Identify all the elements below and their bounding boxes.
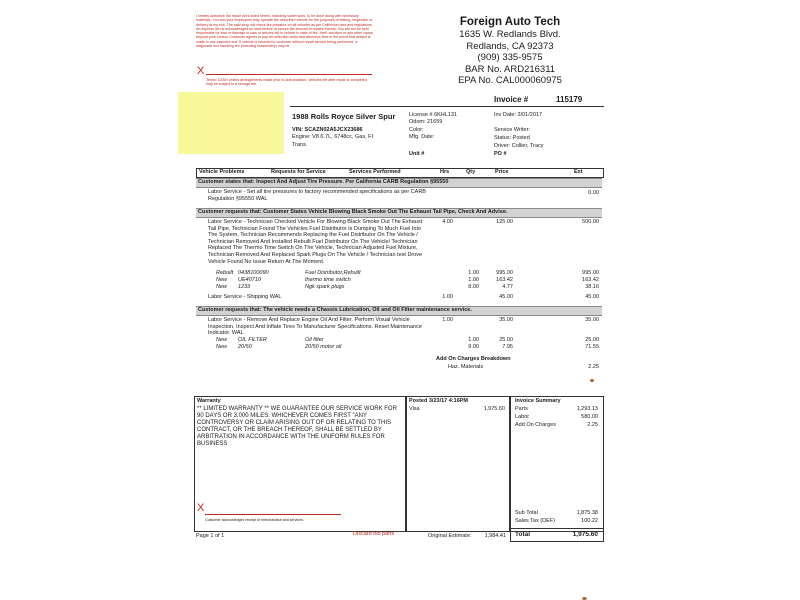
shop-header	[430, 15, 590, 87]
warranty-text: ** LIMITED WARRANTY ** WE GUARANTEE OUR SERVICE WORK FOR 90 DAYS OR 3,000 MILES. WHICHEVER COMES FIRST "ANY CONTROVERSY OR CLAIM ARISING OUT OF OR RELATING TO THIS CONTRACT, OR THE BREACH THEREOF, SHALL BE SETTLED BY ARBITRATION IN ACCORDANCE WITH THE UNIFORM RULES FOR BUSINESS	[197, 406, 397, 447]
line-price: 125.00	[496, 219, 513, 225]
part-qty: 8.00	[468, 284, 479, 290]
part-price: 995.00	[496, 270, 513, 276]
part-description: Fuel Distributor,Rebuilt	[305, 270, 361, 276]
vehicle-vin: VIN: SCAZN02A5JCX23686	[292, 127, 363, 133]
summary-labor: 580.00	[581, 414, 598, 420]
part-price: 163.42	[496, 277, 513, 283]
col-qty: Qty	[466, 169, 476, 175]
part-price: 4.77	[502, 284, 513, 290]
add-on-title: Add On Charges Breakdown	[436, 356, 511, 362]
posted-label: Posted 3/23/17 4:16PM	[409, 398, 469, 404]
part-ext: 163.42	[582, 277, 599, 283]
authorization-terms: Terms: CASH unless arrangements made prior to authorization. Vehicles left after repair is completed may be subject to a storage fee.	[206, 78, 367, 87]
part-ext: 38.16	[585, 284, 599, 290]
part-ext: 995.00	[582, 270, 599, 276]
po-number: PO #	[494, 151, 507, 157]
shop-address-2: Redlands, CA 92373	[466, 40, 554, 52]
haz-materials-value: 2.25	[588, 364, 599, 370]
estimate-value: 1,984.41	[484, 533, 506, 539]
part-number: 1233	[238, 284, 251, 290]
summary-parts-label: Parts	[515, 406, 528, 412]
shop-epa-number: EPA No. CAL000060975	[458, 75, 562, 86]
line-hrs: 4.00	[442, 219, 453, 225]
part-price: 25.00	[499, 337, 513, 343]
col-performed: Services Performed	[349, 169, 401, 175]
col-requests: Requests for Service	[271, 169, 326, 175]
shop-phone: (909) 335-9575	[477, 52, 543, 63]
summary-addon: 2.25	[587, 422, 598, 428]
vehicle-mfg-date: Mfg. Date:	[409, 134, 435, 140]
line-price: 35.00	[499, 317, 513, 323]
vehicle-engine: Engine: V8 6.7L, 6748cc, Gas, FI	[292, 134, 374, 140]
authorization-signature-line	[206, 74, 372, 75]
summary-tax-label: Sales Tax (DEF)	[515, 518, 555, 524]
part-qty: 1.00	[468, 277, 479, 283]
warranty-signature-caption: Customer acknowledges receipt of merchandise and services.	[205, 518, 304, 522]
labor-line: Labor Service - Set all tire pressures to factory recommended specifications as per CARB Regulation §95550 WAL	[208, 189, 426, 202]
vehicle-license: License # 6KHL131	[409, 112, 458, 118]
invoice-number: 115179	[556, 95, 583, 104]
part-type: New	[216, 344, 228, 350]
summary-tax: 100.22	[581, 518, 598, 524]
service-writer: Service Writer:	[494, 127, 530, 133]
stain-mark	[590, 379, 594, 382]
shipping-hrs: 1.00	[442, 294, 453, 300]
authorization-text: I hereby authorize the repair work listed herein, including sublet work, to be done along with necessary materials. You and your employees may operate the described vehicle for the purposes of testing, inspection or delivery at my risk. The said shop will check tire pressure on all vehicles as per California rules and regulations. An express lien is acknowledged on said vehicle to secure the amount of repairs thereto. You will not be held responsible for loss or damage to cars or articles left in vehicle in case of fire, theft, accident or any other cause beyond your control. Customer agrees to pay all collection costs and attorneys fees in the event that default is made in any payment due. If vehicle is returned to customer without repair service being performed, a diagnostic and handling fee (including reassembly) may be	[196, 14, 373, 49]
summary-parts: 1,293.13	[576, 406, 598, 412]
shop-address-1: 1635 W. Redlands Blvd.	[459, 29, 561, 40]
part-type: New	[216, 277, 228, 283]
invoice-label: Invoice #	[494, 95, 529, 104]
part-qty: 1.00	[468, 337, 479, 343]
part-description: thermo time switch	[305, 277, 351, 283]
labor-line: Labor Service - Remove And Replace Engine Oil And Filter. Perform Visual Vehicle Inspection. Inspect And Inflate Tires To Manufacturer Specifications. Reset Maintenance Indicator. WAL	[208, 317, 422, 337]
col-hrs: Hrs	[440, 169, 450, 175]
part-number: UE40710	[238, 277, 261, 283]
part-type: Rebuilt	[216, 270, 234, 276]
section-header: Customer requests that: The vehicle needs a Chassis Lubrication, Oil and Oil Filter maintenance service.	[198, 307, 472, 313]
invoice-status: Status: Posted	[494, 135, 530, 141]
summary-labor-label: Labor	[515, 414, 530, 420]
warranty-title: Warranty	[197, 398, 221, 404]
summary-addon-label: Add On Charges	[515, 422, 556, 428]
section-header: Customer requests that: Customer States Vehicle Blowing Black Smoke Out The Exhaust Tail Pipe, Check And Advise.	[198, 209, 508, 215]
summary-total: 1,975.60	[572, 531, 598, 538]
part-number: 0438100090	[238, 270, 269, 276]
vehicle-title: 1988 Rolls Royce Silver Spur	[292, 112, 396, 121]
page-number: Page 1 of 1	[196, 533, 225, 539]
haz-materials-label: Haz. Materials	[448, 364, 484, 370]
shipping-price: 45.00	[499, 294, 513, 300]
col-price: Price	[495, 169, 509, 175]
redaction-highlight	[178, 92, 284, 154]
posted-amount: 1,975.60	[483, 406, 505, 412]
summary-title: Invoice Summary	[515, 398, 561, 404]
authorization-x-mark: X	[197, 65, 205, 77]
line-ext: 500.00	[582, 219, 599, 225]
vehicle-trans: Trans.	[292, 142, 308, 148]
line-ext: 35.00	[585, 317, 599, 323]
discard-old-parts: Discard old parts	[353, 531, 395, 537]
part-description: Oil filter	[305, 337, 324, 343]
labor-line: Labor Service - Technician Checked Vehicle For Blowing Black Smoke Out The Exhaust Tail Pipe, Technician Found The Vehicles Fuel Distributor Is Dumping To Much Fuel Into The System, Technician Recommends Replacing the Fuel Distributor On The Vehicle / Technician Removed And Installed Rebuilt Fuel Distributor On The Vehicle/ Technician Replaced The Thermo Time Switch On The Vehicle, Technician Adjusted Fuel Mixture, Technician Removed And Replaced Spark Plugs On The Vehicle / Technician test Drove Vehicle Found No Issue Return At The Moment.	[208, 219, 423, 265]
shipping-description: Labor Service - Shipping WAL	[208, 294, 282, 300]
part-number: 20/50	[238, 344, 252, 350]
part-ext: 25.00	[585, 337, 599, 343]
part-qty: 9.00	[468, 344, 479, 350]
section-header: Customer states that: Inspect And Adjust Tire Pressure. Per California CARB Regulation §95550	[198, 179, 449, 185]
shop-name: Foreign Auto Tech	[459, 16, 561, 28]
summary-subtotal: 1,875.38	[576, 510, 598, 516]
part-price: 7.95	[502, 344, 513, 350]
warranty-signature-line	[205, 514, 341, 515]
part-ext: 71.55	[585, 344, 599, 350]
part-description: Ngk spark plugs	[305, 284, 345, 290]
col-vehicle-problems: Vehicle Problems	[199, 169, 245, 175]
part-type: New	[216, 284, 228, 290]
vehicle-unit: Unit #	[409, 151, 425, 157]
shop-bar-number: BAR No. ARD216311	[464, 63, 556, 75]
driver-name: Driver: Collier, Tracy	[494, 143, 544, 149]
line-hrs: 1.00	[442, 317, 453, 323]
col-ext: Ext	[574, 169, 583, 175]
header-rule	[290, 106, 604, 107]
part-description: 20/50 motor oil	[305, 344, 342, 350]
invoice-date: Inv Date: 3/01/2017	[494, 112, 543, 118]
part-number: OIL FILTER	[238, 337, 267, 343]
part-type: New	[216, 337, 228, 343]
vehicle-odometer: Odom: 21659	[409, 119, 443, 125]
summary-subtotal-label: Sub Total	[515, 510, 538, 516]
vehicle-color: Color:	[409, 127, 424, 133]
part-qty: 1.00	[468, 270, 479, 276]
shipping-ext: 45.00	[585, 294, 599, 300]
estimate-label: Original Estimate:	[428, 533, 472, 539]
warranty-x-mark: X	[197, 502, 205, 514]
line-ext: 0.00	[588, 190, 599, 196]
posted-box	[406, 396, 510, 532]
summary-total-label: Total	[515, 531, 531, 538]
posted-method: Visa	[409, 406, 420, 412]
